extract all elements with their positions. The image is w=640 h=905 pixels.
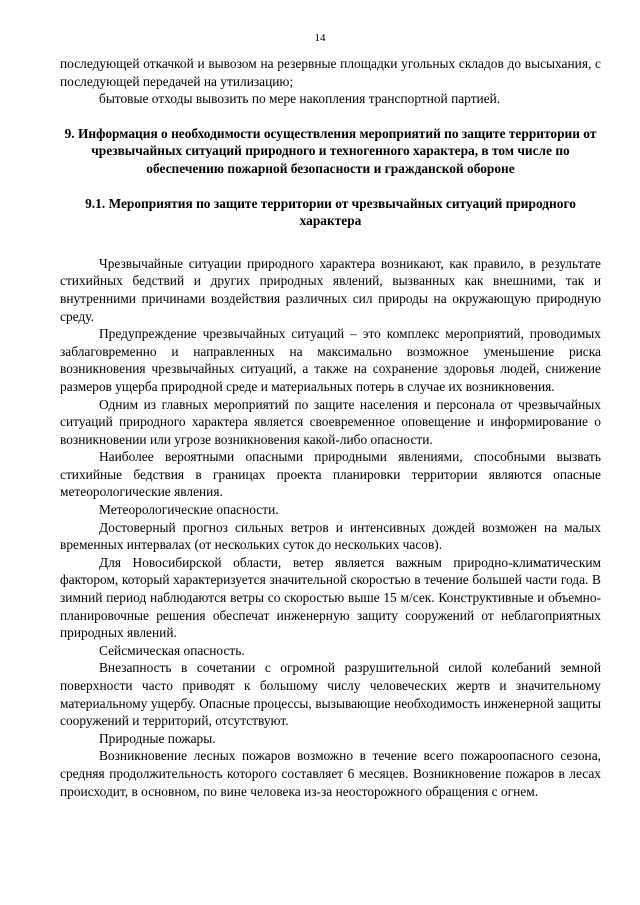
body-paragraph: Чрезвычайные ситуации природного характера возникают, как правило, в результате стихийных бедствий и других природных явлений, вызванных как внешними, так и внутренними причинами воздействия различных сил природы на окружающую природную среду.: [60, 255, 601, 324]
body-paragraph: Внезапность в сочетании с огромной разрушительной силой колебаний земной поверхности часто приводят к большому числу человеческих жертв и значительному материальному ущербу. Опасные процессы, вызывающие необходимость инженерной защиты сооружений и территорий, отсутствуют.: [60, 660, 601, 729]
spacer: [60, 230, 601, 255]
subheading-meteorological: Метеорологические опасности.: [99, 502, 279, 518]
subheading-wildfires: Природные пожары.: [99, 730, 216, 746]
body-paragraph: Одним из главных мероприятий по защите населения и персонала от чрезвычайных ситуаций природного характера является своевременное оповещение и информирование о возникновении или угрозе возникновения какой-либо опасности.: [60, 396, 601, 447]
intro-paragraph-1: последующей откачкой и вывозом на резервные площадки угольных складов до высыхания, с последующей передачей на утилизацию;: [60, 56, 601, 89]
body-paragraph: Возникновение лесных пожаров возможно в течение всего пожароопасного сезона, средняя продолжительность которого составляет 6 месяцев. Возникновение пожаров в лесах происходит, в основном, по вине человека из-за неосторожного обращения с огнем.: [60, 748, 601, 799]
body-paragraph: Для Новосибирской области, ветер является важным природно-климатическим фактором, который характеризуется значительной скоростью в течение большей части года. В зимний период наблюдаются ветры со скоростью выше 15 м/сек. Конструктивные и объемно-планировочные решения обеспечат инженерную защиту сооружений от неблагоприятных природных явлений.: [60, 554, 601, 641]
body-paragraph: Наиболее вероятными опасными природными явлениями, способными вызвать стихийные бедствия в границах проекта планировки территории являются опасные метеорологические явления.: [60, 449, 601, 500]
intro-paragraph-2: бытовые отходы вывозить по мере накопления транспортной партией.: [99, 91, 501, 107]
section-9-heading: 9. Информация о необходимости осуществления мероприятий по защите территории от чрезвычайных ситуаций природного и техногенного характера, в том числе по обеспечению пожарной безопасности и гражданской обороне: [64, 125, 597, 176]
body-paragraph: Предупреждение чрезвычайных ситуаций – это комплекс мероприятий, проводимых заблаговременно и направленных на максимально возможное уменьшение риска возникновения чрезвычайных ситуаций, а также на сохранение здоровья людей, снижение размеров ущерба природной среде и материальных потерь в случае их возникновения.: [60, 326, 601, 394]
page-number: 14: [314, 32, 326, 44]
body-paragraph: Достоверный прогноз сильных ветров и интенсивных дождей возможен на малых временных интервалах (от нескольких суток до нескольких часов).: [60, 519, 601, 553]
section-9-1-heading: 9.1. Мероприятия по защите территории от чрезвычайных ситуаций природного характера: [85, 195, 576, 229]
page-content: [60, 55, 601, 800]
subheading-seismic: Сейсмическая опасность.: [99, 642, 245, 658]
